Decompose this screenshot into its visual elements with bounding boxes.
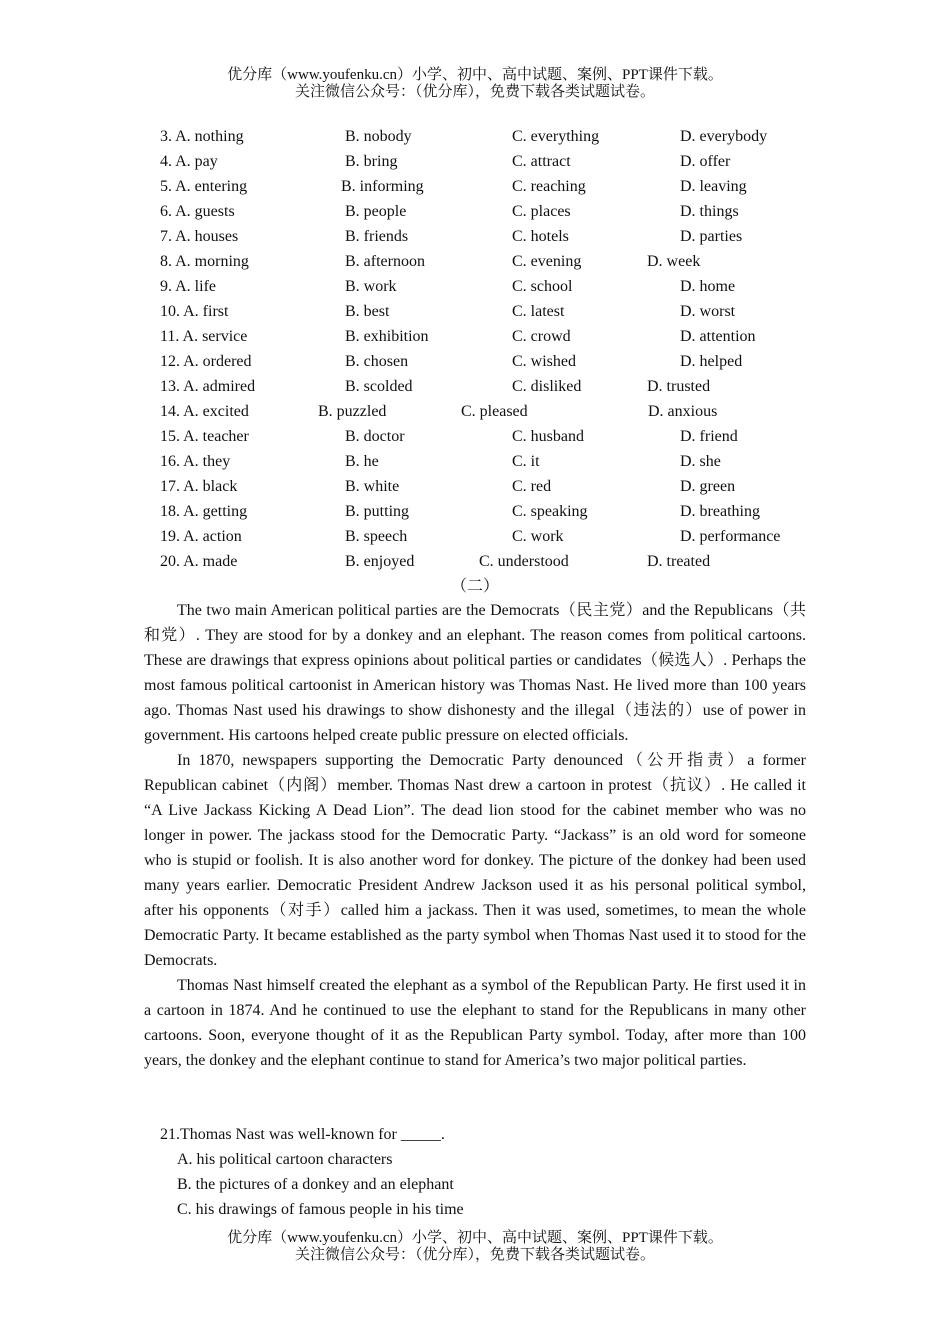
question-21-option-a: A. his political cartoon characters [177,1151,393,1168]
question-row [0,149,950,174]
option-b: B. best [345,303,390,320]
question-21-option-c: C. his drawings of famous people in his time [177,1201,464,1218]
option-b: B. exhibition [345,328,429,345]
option-a: 7. A. houses [160,228,239,245]
option-a: 15. A. teacher [160,428,249,445]
option-b: B. nobody [345,128,412,145]
option-c: C. work [512,528,564,545]
option-c: C. speaking [512,503,588,520]
option-a: 4. A. pay [160,153,218,170]
question-row [0,249,950,274]
option-b: B. speech [345,528,408,545]
option-b: B. bring [345,153,398,170]
option-d: D. offer [680,153,731,170]
option-c: C. latest [512,303,565,320]
option-b: B. putting [345,503,410,520]
option-a: 13. A. admired [160,378,256,395]
option-d: D. helped [680,353,743,370]
question-row [0,199,950,224]
question-row [0,174,950,199]
question-row [0,549,950,574]
question-row [0,374,950,399]
option-d: D. performance [680,528,781,545]
section-heading: （二） [450,578,499,595]
option-d: D. she [680,453,721,470]
question-row [0,124,950,149]
passage-paragraph: In 1870, newspapers supporting the Democratic Party denounced（公开指责）a former Republican cabinet（内阁）member. Thomas Nast drew a cartoon in protest（抗议）. He called it “A Live Jackass Kicking A Dead Lion”. The dead lion stood for the cabinet member who was no longer in power. The jackass stood for the Democratic Party. “Jackass” is an old word for someone who is stupid or foolish. It is also another word for donkey. The picture of the donkey had been used many years earlier. Democratic President Andrew Jackson used it as his personal political symbol, after his opponents（对手）called him a jackass. Then it was used, sometimes, to mean the whole Democratic Party. It became established as the party symbol when Thomas Nast used it to stood for the Democrats. [144,752,806,969]
option-a: 16. A. they [160,453,231,470]
option-d: D. leaving [680,178,747,195]
option-b: B. puzzled [318,403,387,420]
option-c: C. it [512,453,540,470]
option-b: B. scolded [345,378,413,395]
option-d: D. everybody [680,128,768,145]
question-row [0,524,950,549]
option-b: B. people [345,203,407,220]
option-a: 8. A. morning [160,253,249,270]
option-c: C. wished [512,353,576,370]
option-a: 3. A. nothing [160,128,244,145]
option-b: B. chosen [345,353,409,370]
option-a: 9. A. life [160,278,216,295]
option-b: B. informing [341,178,424,195]
option-d: D. breathing [680,503,760,520]
option-d: D. attention [680,328,756,345]
option-d: D. treated [647,553,711,570]
option-d: D. friend [680,428,738,445]
option-d: D. anxious [648,403,718,420]
question-row [0,224,950,249]
option-a: 18. A. getting [160,503,248,520]
option-d: D. home [680,278,736,295]
option-c: C. disliked [512,378,582,395]
option-a: 17. A. black [160,478,238,495]
option-d: D. week [647,253,701,270]
option-b: B. white [345,478,400,495]
option-d: D. green [680,478,736,495]
option-c: C. school [512,278,573,295]
option-c: C. everything [512,128,600,145]
question-21-stem: 21.Thomas Nast was well-known for _____. [160,1126,445,1143]
question-row [0,349,950,374]
option-b: B. afternoon [345,253,425,270]
option-a: 14. A. excited [160,403,249,420]
header-line-1: 优分库（www.youfenku.cn）小学、初中、高中试题、案例、PPT课件下载。 [227,67,723,83]
question-row [0,449,950,474]
option-d: D. trusted [647,378,711,395]
question-row [0,424,950,449]
question-row [0,399,950,424]
question-21-option-b: B. the pictures of a donkey and an elephant [177,1176,454,1193]
question-row [0,499,950,524]
header-line-2: 关注微信公众号：（优分库），免费下载各类试题试卷。 [294,84,655,100]
option-a: 20. A. made [160,553,238,570]
option-a: 19. A. action [160,528,242,545]
option-c: C. husband [512,428,584,445]
option-c: C. crowd [512,328,571,345]
option-c: C. pleased [461,403,528,420]
option-c: C. evening [512,253,582,270]
option-b: B. doctor [345,428,405,445]
option-c: C. attract [512,153,571,170]
option-d: D. parties [680,228,743,245]
question-row [0,474,950,499]
page-footer [0,1230,950,1264]
option-d: D. things [680,203,739,220]
passage-paragraph: The two main American political parties are the Democrats（民主党）and the Republicans（共和党）. They are stood for by a donkey and an elephant. The reason comes from political cartoons. These are drawings that express opinions about political parties or candidates（候选人）. Perhaps the most famous political cartoonist in American history was Thomas Nast. He lived more than 100 years ago. Thomas Nast used his drawings to show dishonesty and the illegal（违法的）use of power in government. His cartoons helped create public pressure on elected officials. [144,602,806,744]
option-b: B. he [345,453,379,470]
question-row [0,274,950,299]
option-c: C. understood [479,553,569,570]
option-c: C. places [512,203,571,220]
option-b: B. work [345,278,397,295]
option-c: C. reaching [512,178,586,195]
option-b: B. friends [345,228,409,245]
option-a: 12. A. ordered [160,353,252,370]
option-a: 11. A. service [160,328,248,345]
option-a: 6. A. guests [160,203,235,220]
option-d: D. worst [680,303,736,320]
option-a: 10. A. first [160,303,229,320]
option-a: 5. A. entering [160,178,248,195]
question-row [0,299,950,324]
option-c: C. hotels [512,228,569,245]
passage-paragraph: Thomas Nast himself created the elephant as a symbol of the Republican Party. He first used it in a cartoon in 1874. And he continued to use the elephant to stand for the Republicans in many other cartoons. Soon, everyone thought of it as the Republican Party symbol. Today, after more than 100 years, the donkey and the elephant continue to stand for America’s two major political parties. [144,977,806,1069]
reading-passage [144,598,806,1073]
footer-line-1: 优分库（www.youfenku.cn）小学、初中、高中试题、案例、PPT课件下载。 [227,1230,723,1246]
option-b: B. enjoyed [345,553,415,570]
page-header [0,67,950,101]
option-c: C. red [512,478,552,495]
question-row [0,324,950,349]
footer-line-2: 关注微信公众号：（优分库），免费下载各类试题试卷。 [294,1247,655,1263]
